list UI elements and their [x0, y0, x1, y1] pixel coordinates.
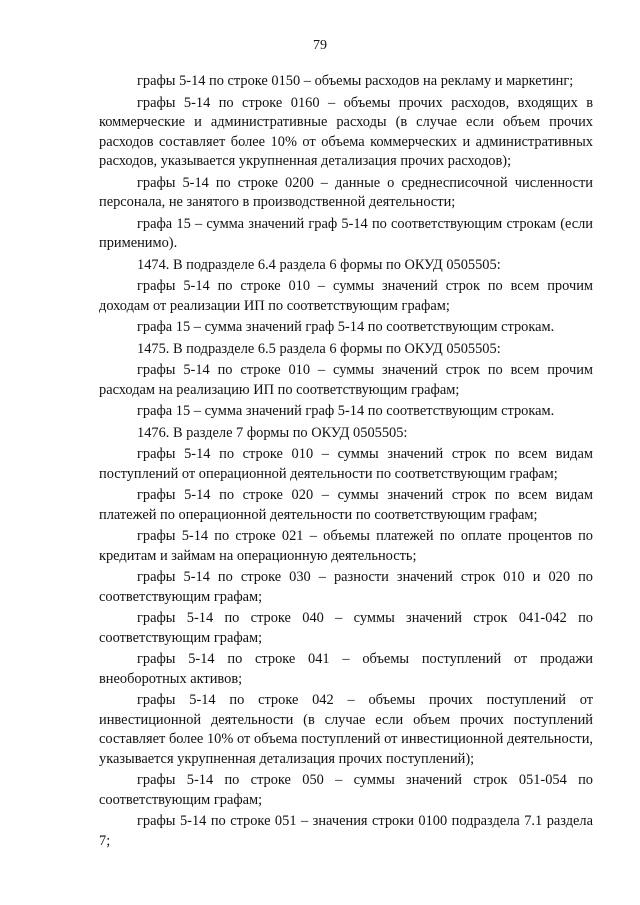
paragraph: графы 5-14 по строке 0150 – объемы расходов на рекламу и маркетинг;: [137, 73, 574, 89]
page-number: 79: [313, 38, 327, 53]
paragraph: графы 5-14 по строке 0160 – объемы прочих расходов, входящих в коммерческие и административные расходы (в случае если объем прочих расходов составляет более 10% от объема коммерческих и административных расходов, указывается укрупненная детализация прочих расходов);: [99, 94, 593, 169]
paragraph: графы 5-14 по строке 030 – разности значений строк 010 и 020 по соответствующим графам;: [99, 569, 593, 605]
section-heading: 1475. В подразделе 6.5 раздела 6 формы по ОКУД 0505505:: [137, 340, 501, 357]
paragraph: графа 15 – сумма значений граф 5-14 по соответствующим строкам.: [137, 403, 555, 419]
document-body: [99, 72, 593, 853]
paragraph: графы 5-14 по строке 0200 – данные о среднесписочной численности персонала, не занятого в производственной деятельности;: [99, 174, 593, 210]
paragraph: графы 5-14 по строке 050 – суммы значений строк 051-054 по соответствующим графам;: [99, 772, 593, 808]
paragraph: графы 5-14 по строке 042 – объемы прочих поступлений от инвестиционной деятельности (в случае если объем прочих поступлений составляет более 10% от объема поступлений от инвестиционной деятельности, указывается укрупненная детализация прочих поступлений);: [99, 692, 593, 767]
section-heading: 1476. В разделе 7 формы по ОКУД 0505505:: [137, 424, 408, 441]
paragraph: графы 5-14 по строке 020 – суммы значений строк по всем видам платежей по операционной деятельности по соответствующим графам;: [99, 487, 593, 523]
paragraph: графы 5-14 по строке 021 – объемы платежей по оплате процентов по кредитам и займам на операционную деятельность;: [99, 528, 593, 564]
paragraph: графы 5-14 по строке 010 – суммы значений строк по всем прочим расходам на реализацию ИП по соответствующим графам;: [99, 362, 593, 398]
paragraph: графы 5-14 по строке 010 – суммы значений строк по всем прочим доходам от реализации ИП по соответствующим графам;: [99, 278, 593, 314]
paragraph: графа 15 – сумма значений граф 5-14 по соответствующим строкам.: [137, 319, 555, 335]
paragraph: графы 5-14 по строке 040 – суммы значений строк 041-042 по соответствующим графам;: [99, 610, 593, 646]
paragraph: графы 5-14 по строке 051 – значения строки 0100 подраздела 7.1 раздела 7;: [99, 813, 593, 849]
paragraph: графы 5-14 по строке 010 – суммы значений строк по всем видам поступлений от операционной деятельности по соответствующим графам;: [99, 446, 593, 482]
section-heading: 1474. В подразделе 6.4 раздела 6 формы по ОКУД 0505505:: [137, 256, 501, 273]
paragraph: графа 15 – сумма значений граф 5-14 по соответствующим строкам (если применимо).: [99, 215, 593, 251]
paragraph: графы 5-14 по строке 041 – объемы поступлений от продажи внеоборотных активов;: [99, 651, 593, 687]
